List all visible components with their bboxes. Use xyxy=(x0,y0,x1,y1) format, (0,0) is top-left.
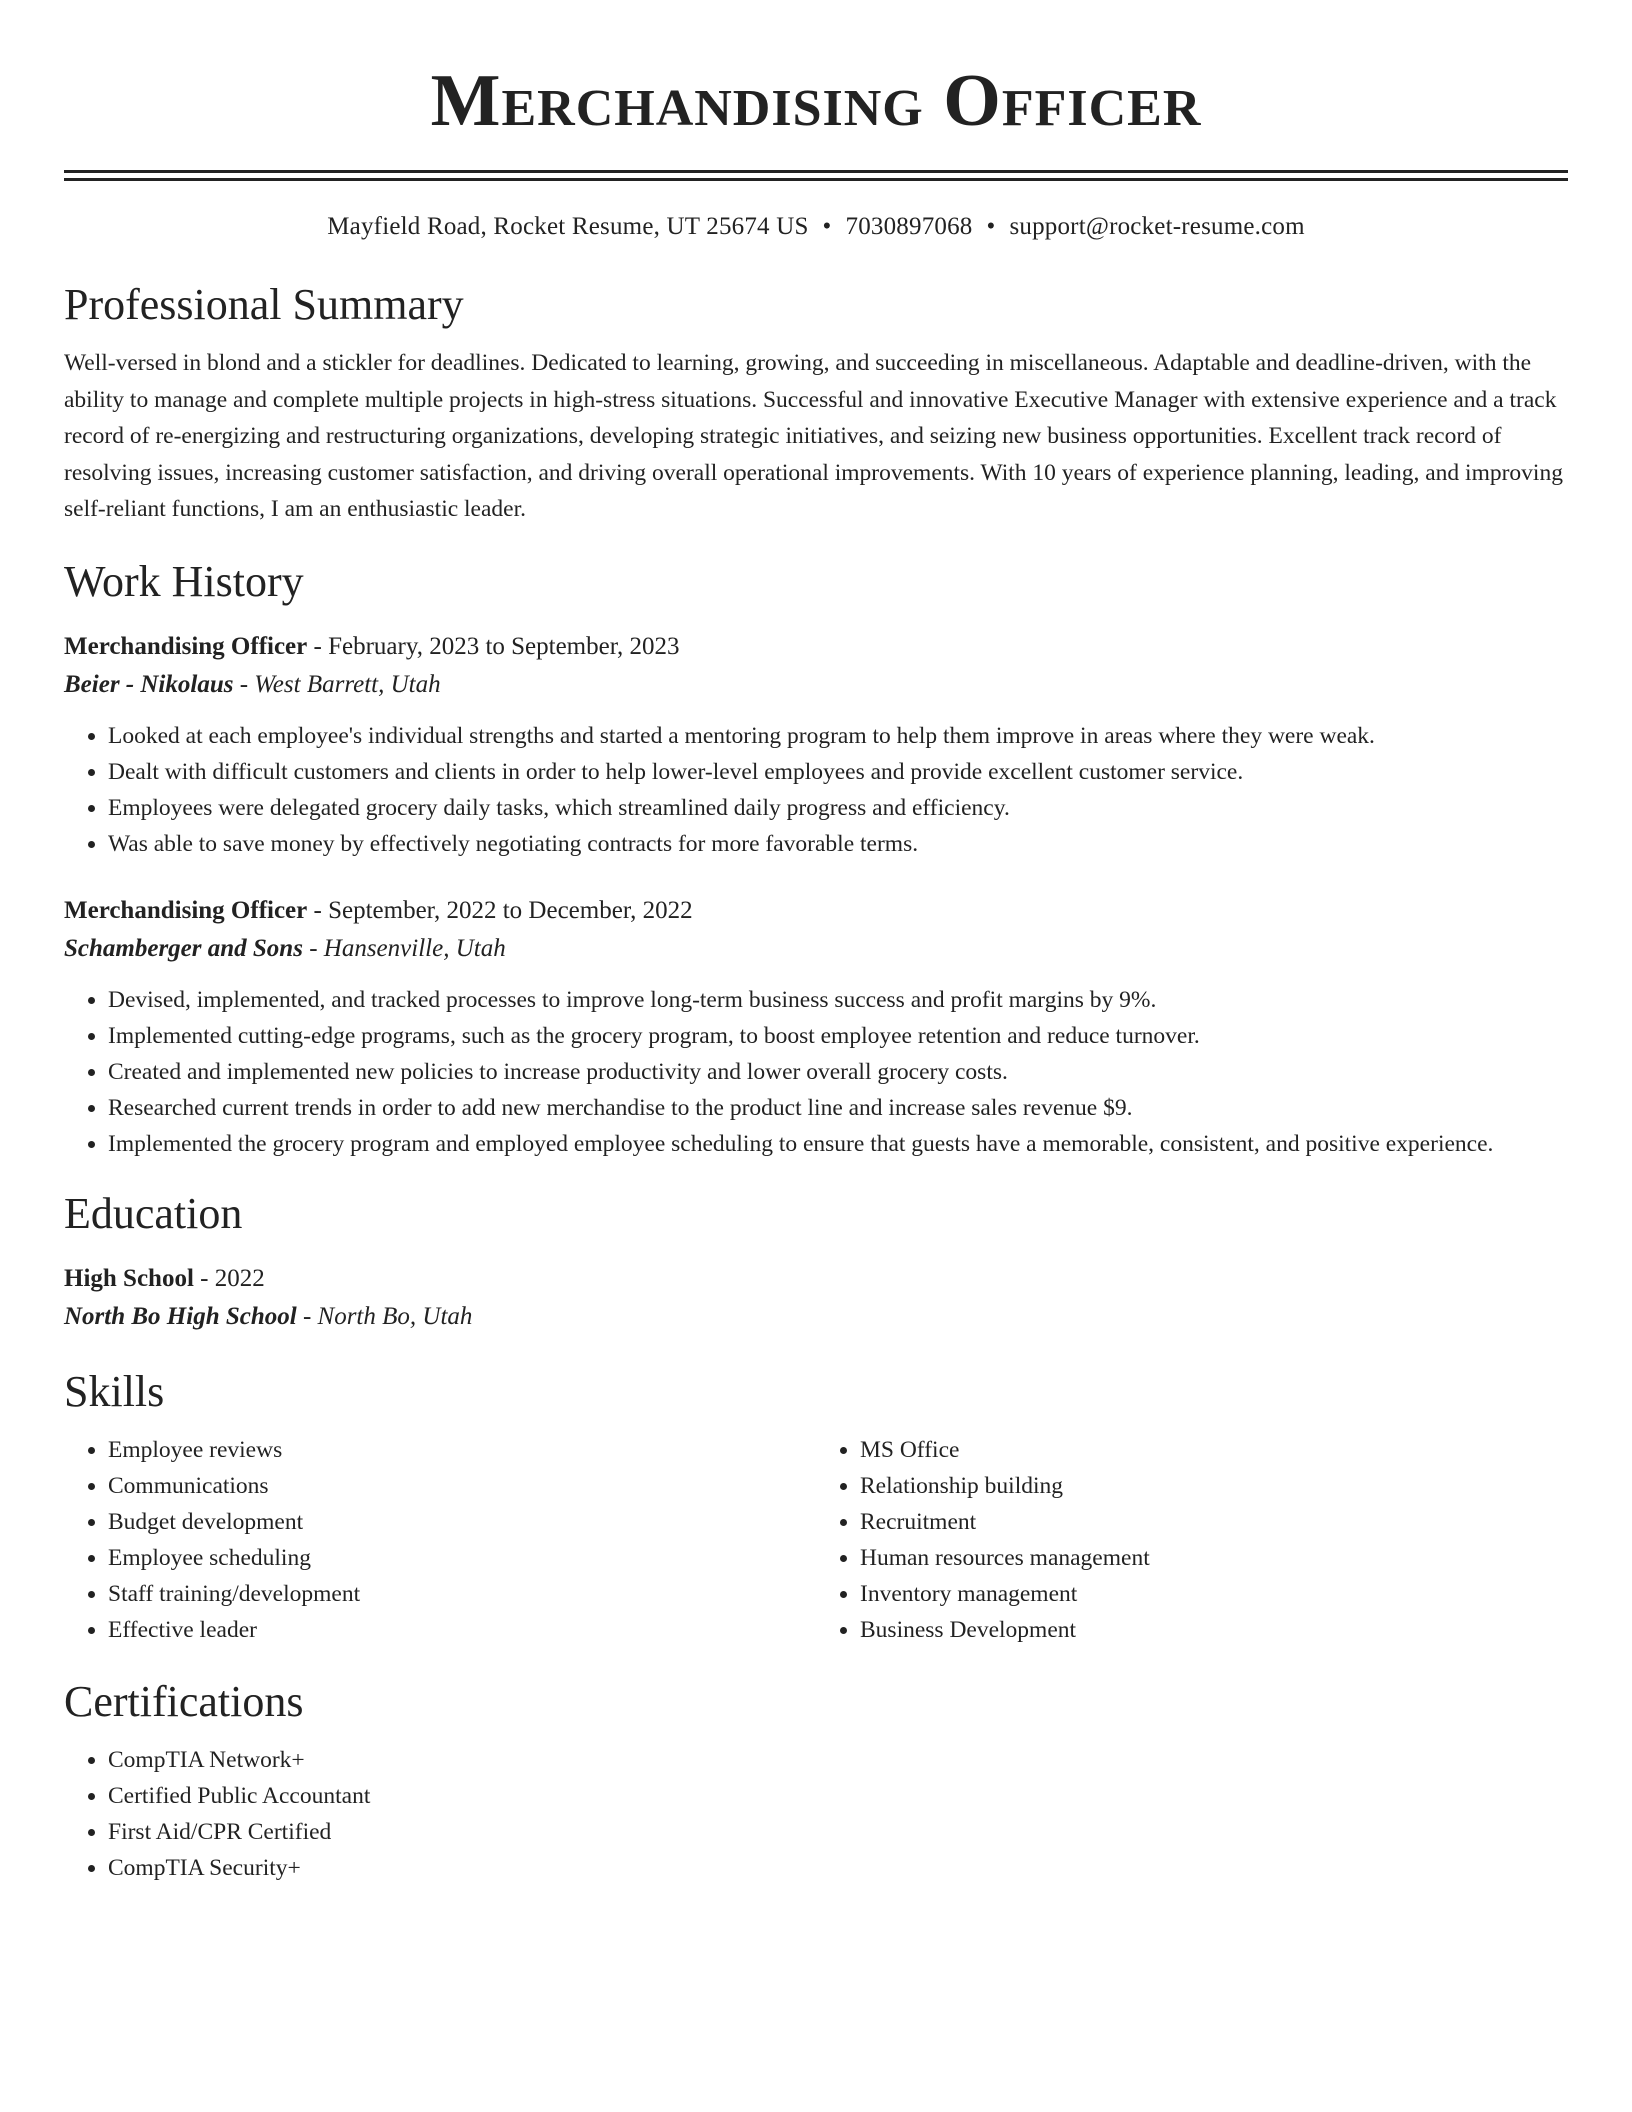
job-entry xyxy=(64,892,1568,1162)
list-item: • Employee scheduling xyxy=(108,1540,816,1576)
list-item: • CompTIA Security+ xyxy=(108,1850,1568,1886)
list-item: • Implemented the grocery program and employed employee scheduling to ensure that guests have a memorable, consistent, and positive experience. xyxy=(108,1126,1568,1162)
contact-address: Mayfield Road, Rocket Resume, UT 25674 US xyxy=(327,213,809,240)
list-item: • Business Development xyxy=(860,1612,1568,1648)
job-entry xyxy=(64,628,1568,862)
list-item: • Looked at each employee's individual strengths and started a mentoring program to help them improve in areas where they were weak. xyxy=(108,718,1568,754)
list-item: • Devised, implemented, and tracked processes to improve long-term business success and profit margins by 9%. xyxy=(108,982,1568,1018)
contact-email: support@rocket-resume.com xyxy=(1009,213,1305,240)
job-dates: - February, 2023 to September, 2023 xyxy=(313,632,680,660)
job-company: Schamberger and Sons xyxy=(64,934,303,962)
job-dates: - September, 2022 to December, 2022 xyxy=(313,896,693,924)
job-duties xyxy=(64,982,1568,1162)
education-header xyxy=(64,1260,1568,1298)
resume-name: Merchandising Officer xyxy=(430,60,1202,142)
list-item: • Human resources management xyxy=(860,1540,1568,1576)
list-item: • Employee reviews xyxy=(108,1432,816,1468)
education-institution xyxy=(64,1298,1568,1336)
contact-line xyxy=(64,211,1568,243)
list-item: • Researched current trends in order to add new merchandise to the product line and increase sales revenue $9. xyxy=(108,1090,1568,1126)
education-degree: High School xyxy=(64,1264,194,1292)
list-item: • Budget development xyxy=(108,1504,816,1540)
work-history-heading: Work History xyxy=(64,556,304,606)
job-title: Merchandising Officer xyxy=(64,632,308,660)
education-heading: Education xyxy=(64,1188,243,1238)
job-header xyxy=(64,628,1568,666)
certifications-heading: Certifications xyxy=(64,1676,304,1726)
education-school: North Bo High School xyxy=(64,1302,297,1330)
education-year: - 2022 xyxy=(200,1264,265,1292)
list-item: • Certified Public Accountant xyxy=(108,1778,1568,1814)
list-item: • First Aid/CPR Certified xyxy=(108,1814,1568,1850)
skills-heading: Skills xyxy=(64,1366,165,1416)
education-entry xyxy=(64,1260,1568,1336)
list-item: • Inventory management xyxy=(860,1576,1568,1612)
header-divider xyxy=(64,170,1568,181)
job-location: - Hansenville, Utah xyxy=(309,934,506,962)
job-employer xyxy=(64,666,1568,704)
list-item: • Staff training/development xyxy=(108,1576,816,1612)
job-duties xyxy=(64,718,1568,862)
list-item: • Communications xyxy=(108,1468,816,1504)
job-location: - West Barrett, Utah xyxy=(239,670,441,698)
list-item: • Effective leader xyxy=(108,1612,816,1648)
summary-text: Well-versed in blond and a stickler for deadlines. Dedicated to learning, growing, and succeeding in miscellaneous. Adaptable and deadline-driven, with the ability to manage and complete multiple projects in high-stress situations. Successful and innovative Executive Manager with extensive experience and a track record of re-energizing and restructuring organizations, developing strategic initiatives, and seizing new business opportunities. Excellent track record of resolving issues, increasing customer satisfaction, and driving overall operational improvements. With 10 years of experience planning, leading, and improving self-reliant functions, I am an enthusiastic leader. xyxy=(64,350,1563,522)
list-item: • Dealt with difficult customers and clients in order to help lower-level employees and provide excellent customer service. xyxy=(108,754,1568,790)
job-company: Beier - Nikolaus xyxy=(64,670,234,698)
list-item: • Recruitment xyxy=(860,1504,1568,1540)
contact-phone: 7030897068 xyxy=(845,213,973,240)
skills-list-right xyxy=(816,1432,1568,1648)
job-employer xyxy=(64,930,1568,968)
skills-list-left xyxy=(64,1432,816,1648)
list-item: • MS Office xyxy=(860,1432,1568,1468)
contact-separator: • xyxy=(986,213,996,240)
list-item: • CompTIA Network+ xyxy=(108,1742,1568,1778)
list-item: • Employees were delegated grocery daily tasks, which streamlined daily progress and efficiency. xyxy=(108,790,1568,826)
contact-separator: • xyxy=(822,213,832,240)
list-item: • Implemented cutting-edge programs, such as the grocery program, to boost employee retention and reduce turnover. xyxy=(108,1018,1568,1054)
skills-columns xyxy=(64,1432,1568,1648)
job-header xyxy=(64,892,1568,930)
job-title: Merchandising Officer xyxy=(64,896,308,924)
list-item: • Was able to save money by effectively negotiating contracts for more favorable terms. xyxy=(108,826,1568,862)
list-item: • Created and implemented new policies to increase productivity and lower overall grocery costs. xyxy=(108,1054,1568,1090)
certifications-list xyxy=(64,1742,1568,1886)
summary-heading: Professional Summary xyxy=(64,280,464,329)
list-item: • Relationship building xyxy=(860,1468,1568,1504)
education-location: - North Bo, Utah xyxy=(302,1302,473,1330)
